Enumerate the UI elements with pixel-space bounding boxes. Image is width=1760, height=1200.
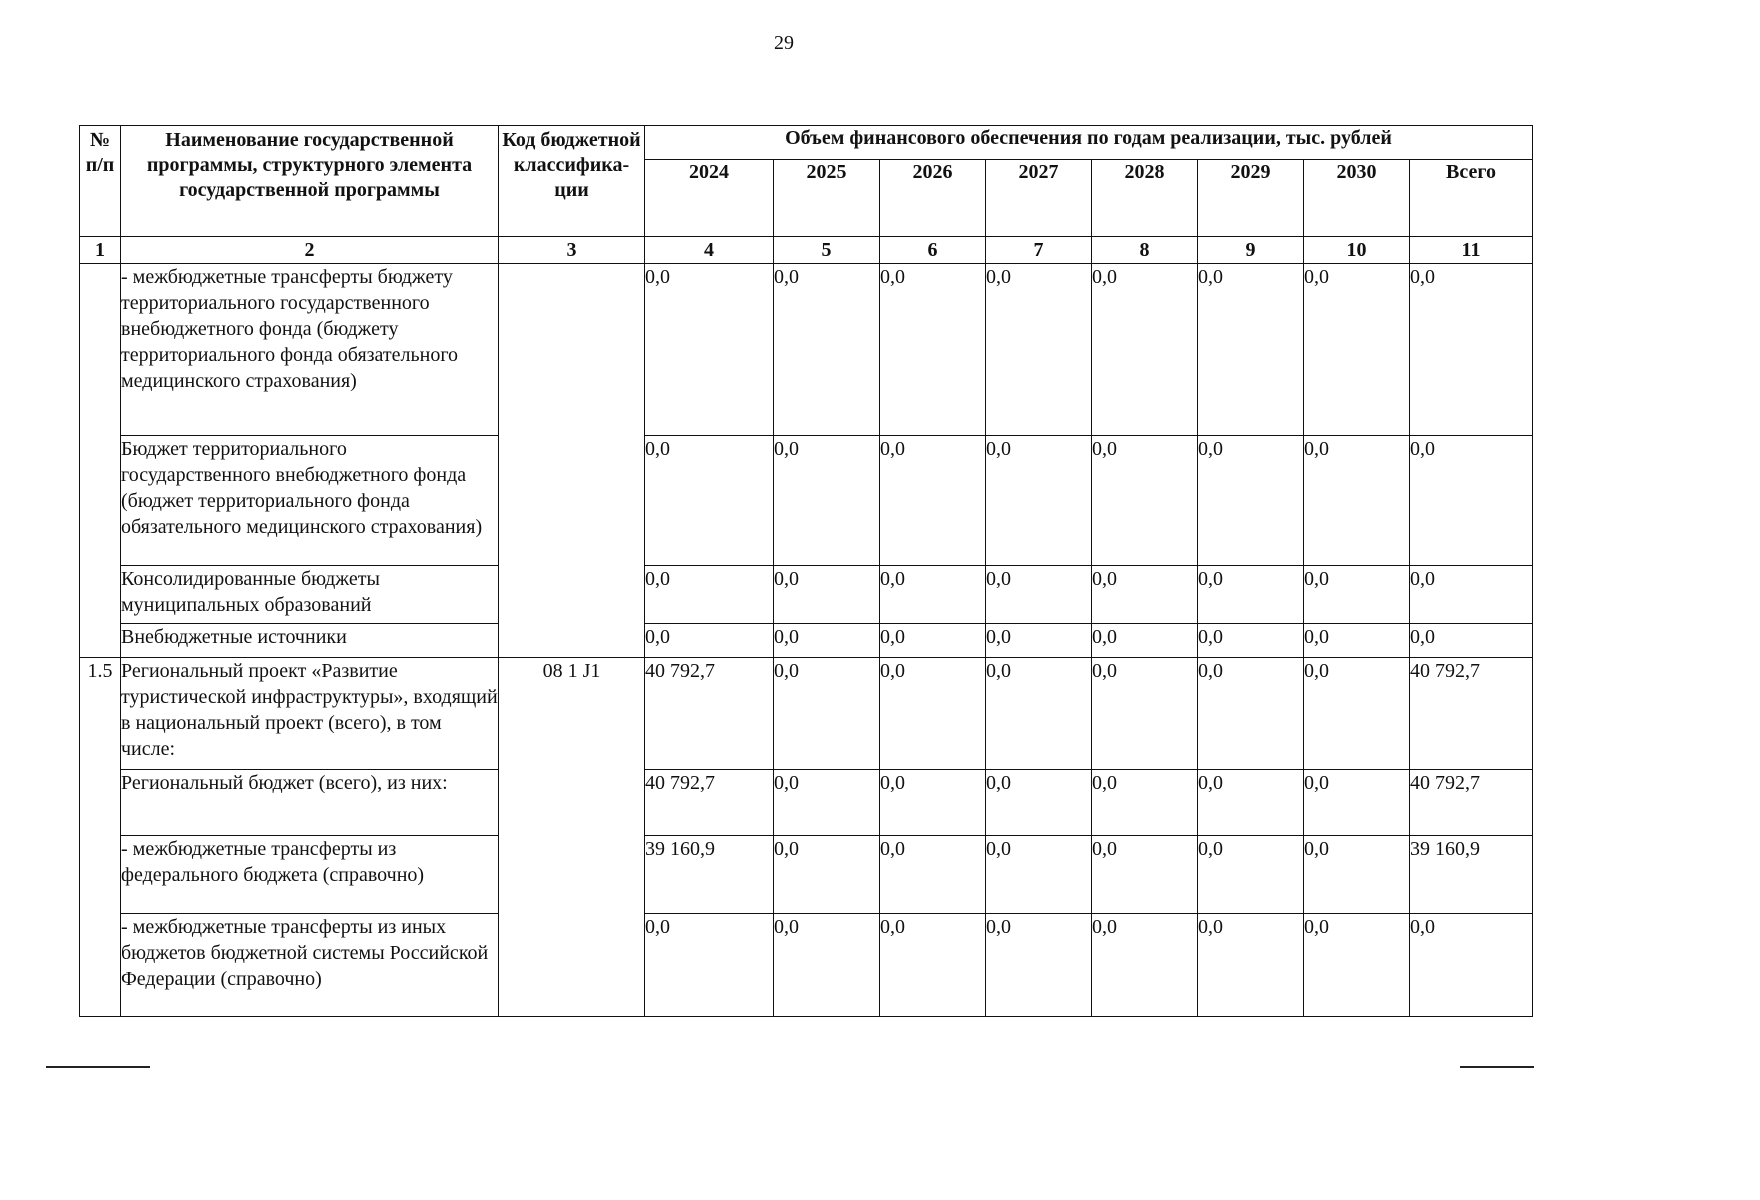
value-cell: 0,0: [1198, 624, 1304, 658]
column-number: 2: [121, 237, 499, 264]
header-volume: Объем финансового обеспечения по годам реализации, тыс. рублей: [645, 126, 1533, 160]
value-cell: 0,0: [1092, 770, 1198, 836]
value-cell: 0,0: [774, 658, 880, 770]
value-cell: 0,0: [1092, 264, 1198, 436]
header-year: 2030: [1304, 160, 1410, 237]
row-name: Региональный бюджет (всего), из них:: [121, 770, 499, 836]
value-cell: 0,0: [645, 566, 774, 624]
value-cell: 0,0: [986, 836, 1092, 914]
value-cell: 0,0: [774, 836, 880, 914]
value-cell: 0,0: [1092, 836, 1198, 914]
table-row: [80, 566, 1533, 624]
value-cell: 0,0: [880, 566, 986, 624]
value-cell: 0,0: [1198, 770, 1304, 836]
value-cell: 0,0: [1304, 836, 1410, 914]
value-cell: 0,0: [986, 770, 1092, 836]
column-number: 9: [1198, 237, 1304, 264]
row-name: Региональный проект «Развитие туристической инфраструктуры», входящий в национальный проект (всего), в том числе:: [121, 658, 499, 770]
footer-rule: [1460, 1066, 1534, 1068]
column-number: 8: [1092, 237, 1198, 264]
value-cell: 0,0: [774, 624, 880, 658]
value-cell: 0,0: [774, 436, 880, 566]
value-cell: 0,0: [774, 264, 880, 436]
total-cell: 0,0: [1410, 264, 1533, 436]
total-cell: 0,0: [1410, 436, 1533, 566]
header-year: 2027: [986, 160, 1092, 237]
value-cell: 0,0: [1092, 436, 1198, 566]
value-cell: 0,0: [1304, 914, 1410, 1017]
value-cell: 0,0: [880, 436, 986, 566]
value-cell: 0,0: [1198, 566, 1304, 624]
column-number: 1: [80, 237, 121, 264]
header-total: Всего: [1410, 160, 1533, 237]
table-row: [80, 658, 1533, 770]
value-cell: 0,0: [986, 436, 1092, 566]
value-cell: 0,0: [880, 264, 986, 436]
value-cell: 0,0: [1198, 658, 1304, 770]
header-row-1: [80, 126, 1533, 160]
table-row: [80, 624, 1533, 658]
row-code-empty: [499, 264, 645, 658]
value-cell: 0,0: [880, 624, 986, 658]
table-row: [80, 436, 1533, 566]
total-cell: 0,0: [1410, 566, 1533, 624]
header-code: Код бюджетной классифика-ции: [499, 126, 645, 237]
value-cell: 0,0: [1092, 566, 1198, 624]
value-cell: 0,0: [645, 624, 774, 658]
row-name: - межбюджетные трансферты из иных бюджетов бюджетной системы Российской Федерации (справочно): [121, 914, 499, 1017]
value-cell: 0,0: [1304, 566, 1410, 624]
column-number: 4: [645, 237, 774, 264]
header-year: 2029: [1198, 160, 1304, 237]
value-cell: 0,0: [880, 914, 986, 1017]
value-cell: 0,0: [986, 624, 1092, 658]
column-number-row: [80, 237, 1533, 264]
value-cell: 40 792,7: [645, 770, 774, 836]
value-cell: 39 160,9: [645, 836, 774, 914]
value-cell: 0,0: [986, 264, 1092, 436]
table-row: [80, 770, 1533, 836]
total-cell: 39 160,9: [1410, 836, 1533, 914]
row-name: - межбюджетные трансферты бюджету территориального государственного внебюджетного фонда (бюджету территориального фонда обязательного медицинского страхования): [121, 264, 499, 436]
value-cell: 0,0: [880, 658, 986, 770]
value-cell: 0,0: [774, 914, 880, 1017]
row-index: 1.5: [80, 658, 121, 1017]
value-cell: 0,0: [645, 436, 774, 566]
value-cell: 0,0: [880, 770, 986, 836]
value-cell: 0,0: [645, 264, 774, 436]
value-cell: 40 792,7: [645, 658, 774, 770]
value-cell: 0,0: [1198, 836, 1304, 914]
column-number: 3: [499, 237, 645, 264]
total-cell: 40 792,7: [1410, 770, 1533, 836]
column-number: 11: [1410, 237, 1533, 264]
header-name: Наименование государственной программы, структурного элемента государственной программы: [121, 126, 499, 237]
value-cell: 0,0: [1304, 436, 1410, 566]
table-row: [80, 914, 1533, 1017]
total-cell: 40 792,7: [1410, 658, 1533, 770]
header-year: 2024: [645, 160, 774, 237]
column-number: 7: [986, 237, 1092, 264]
value-cell: 0,0: [1304, 624, 1410, 658]
value-cell: 0,0: [1304, 658, 1410, 770]
total-cell: 0,0: [1410, 914, 1533, 1017]
value-cell: 0,0: [1304, 264, 1410, 436]
table-row: [80, 836, 1533, 914]
column-number: 6: [880, 237, 986, 264]
column-number: 10: [1304, 237, 1410, 264]
value-cell: 0,0: [1198, 914, 1304, 1017]
total-cell: 0,0: [1410, 624, 1533, 658]
value-cell: 0,0: [1198, 264, 1304, 436]
financing-table: [79, 125, 1533, 1017]
value-cell: 0,0: [774, 770, 880, 836]
value-cell: 0,0: [645, 914, 774, 1017]
footer-rule: [46, 1066, 150, 1068]
row-name: Консолидированные бюджеты муниципальных образований: [121, 566, 499, 624]
value-cell: 0,0: [1304, 770, 1410, 836]
table-row: [80, 264, 1533, 436]
row-name: Внебюджетные источники: [121, 624, 499, 658]
value-cell: 0,0: [986, 566, 1092, 624]
page-number: 29: [774, 32, 794, 54]
value-cell: 0,0: [986, 658, 1092, 770]
column-number: 5: [774, 237, 880, 264]
value-cell: 0,0: [774, 566, 880, 624]
value-cell: 0,0: [1092, 658, 1198, 770]
header-year: 2028: [1092, 160, 1198, 237]
header-num: № п/п: [80, 126, 121, 237]
header-year: 2025: [774, 160, 880, 237]
value-cell: 0,0: [986, 914, 1092, 1017]
value-cell: 0,0: [1092, 914, 1198, 1017]
row-name: Бюджет территориального государственного внебюджетного фонда (бюджет территориального фонда обязательного медицинского страхования): [121, 436, 499, 566]
row-index-empty: [80, 264, 121, 658]
value-cell: 0,0: [880, 836, 986, 914]
row-name: - межбюджетные трансферты из федерального бюджета (справочно): [121, 836, 499, 914]
value-cell: 0,0: [1092, 624, 1198, 658]
header-year: 2026: [880, 160, 986, 237]
row-code: 08 1 J1: [499, 658, 645, 1017]
value-cell: 0,0: [1198, 436, 1304, 566]
